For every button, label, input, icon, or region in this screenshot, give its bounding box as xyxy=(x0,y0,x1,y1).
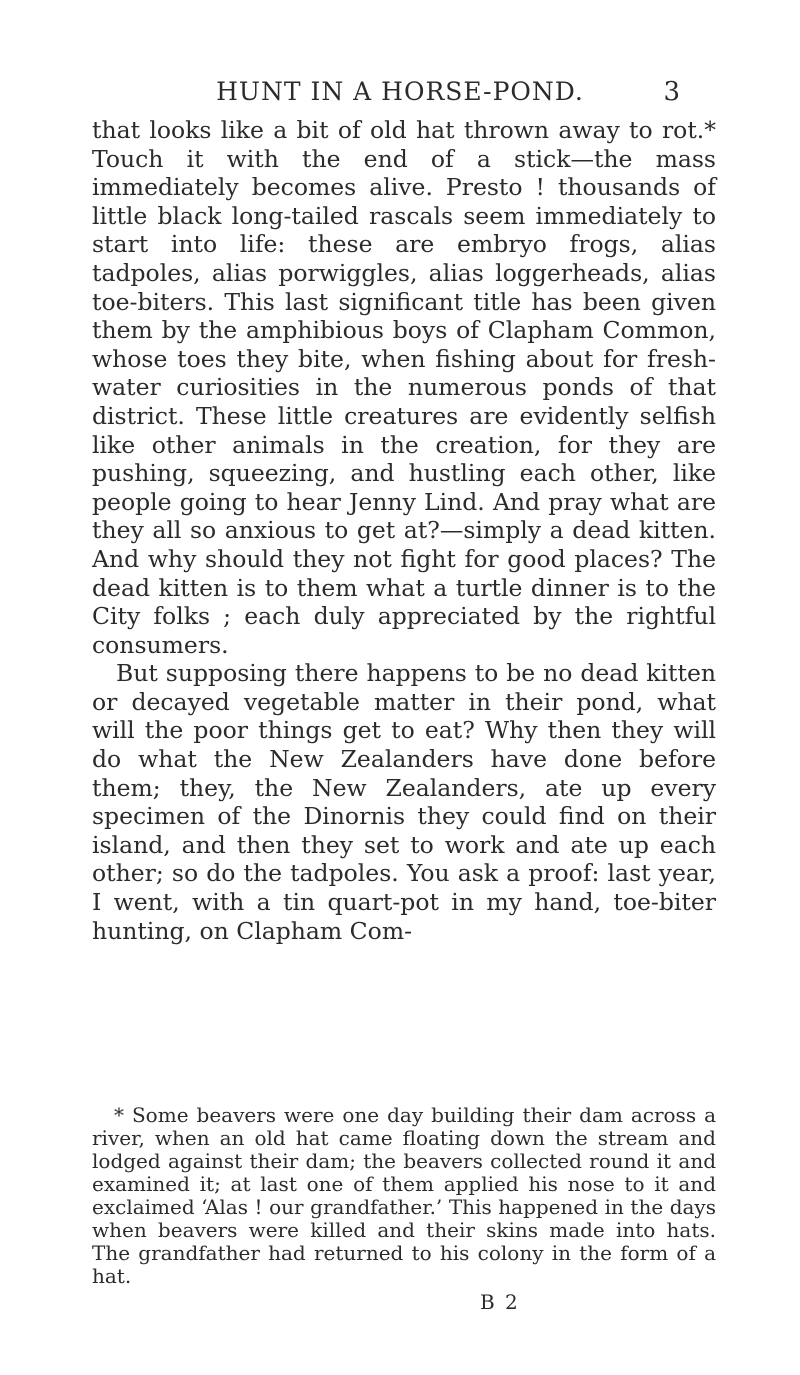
page-header xyxy=(0,76,800,108)
page-number: 3 xyxy=(663,77,680,107)
signature-mark: B 2 xyxy=(480,1290,520,1314)
paragraph-2: But supposing there happens to be no dead kitten or decayed vegetable matter in their pond, what will the poor things get to eat? Why then they will do what the New Zealanders have done before them; they, the New Zealanders, ate up every specimen of the Dinornis they could find on their island, and then they set to work and ate up each other; so do the tadpoles. You ask a proof: last year, I went, with a tin quart-pot in my hand, toe-biter hunting, on Clapham Com- xyxy=(92,659,716,945)
paragraph-1: that looks like a bit of old hat thrown away to rot.* Touch it with the end of a stick—the mass immediately becomes alive. Presto ! thousands of little black long-tailed rascals seem immediately to start into life: these are embryo frogs, alias tadpoles, alias porwiggles, alias loggerheads, alias toe-biters. This last significant title has been given them by the amphibious boys of Clapham Common, whose toes they bite, when fishing about for fresh-water curiosities in the numerous ponds of that district. These little creatures are evidently selfish like other animals in the creation, for they are pushing, squeezing, and hustling each other, like people going to hear Jenny Lind. And pray what are they all so anxious to get at?—simply a dead kitten. And why should they not fight for good places? The dead kitten is to them what a turtle dinner is to the City folks ; each duly appreciated by the rightful consumers. xyxy=(92,116,716,659)
footnote: * Some beavers were one day building their dam across a river, when an old hat came floating down the stream and lodged against their dam; the beavers collected round it and examined it; at last one of them applied his nose to it and exclaimed ‘Alas ! our grandfather.’ This happened in the days when beavers were killed and their skins made into hats. The grandfather had returned to his colony in the form of a hat. xyxy=(92,1103,716,1288)
running-head: HUNT IN A HORSE-POND. xyxy=(216,77,584,106)
body-text xyxy=(92,116,716,945)
